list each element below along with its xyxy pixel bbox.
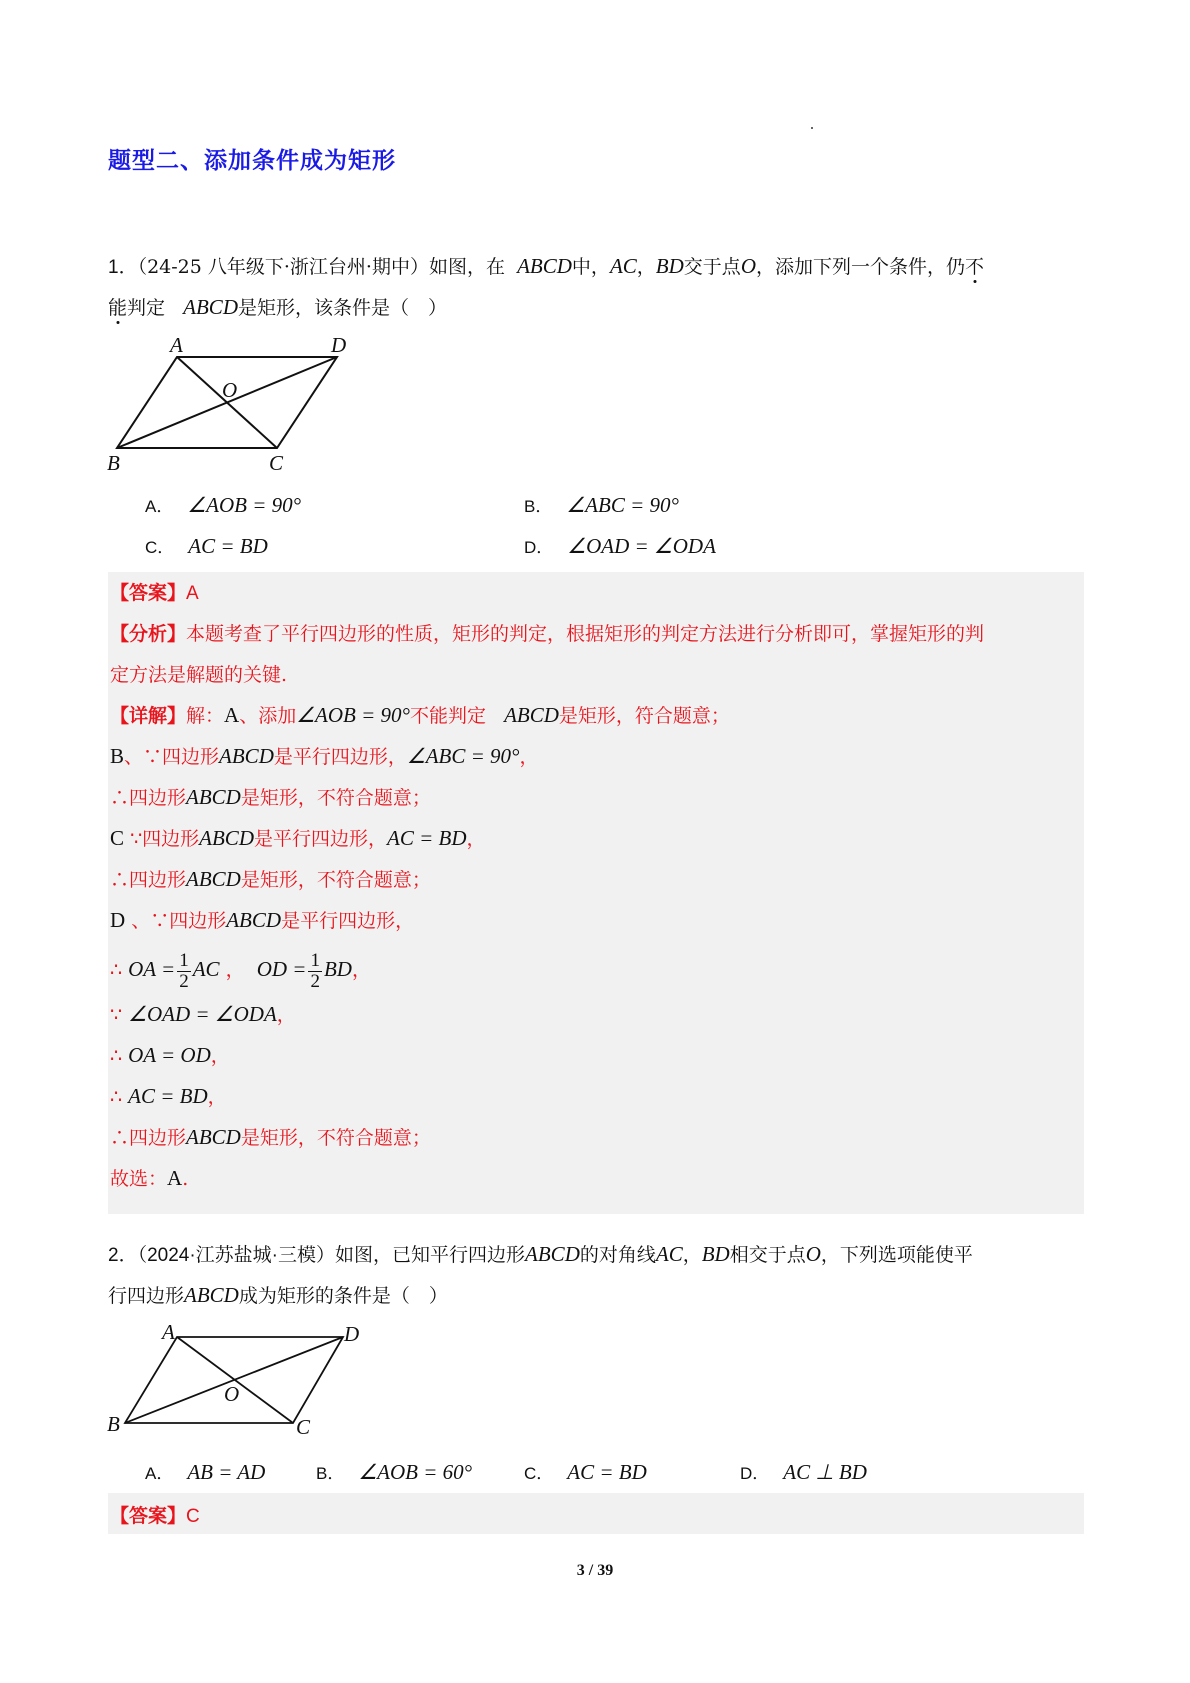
q2-source: （2024·江苏盐城·三模） [137,1245,336,1266]
q1-detail-line2: B、∵四边形ABCD是平行四边形，∠ABC = 90°， [110,744,539,768]
vertex-label-d: D [344,1322,360,1346]
vertex-label-o: O [224,1382,240,1406]
q2-answer: 【答案】C [110,1505,200,1527]
scan-speck [811,127,813,129]
q1-solution-panel [108,572,1084,1214]
page-number: 3 / 39 [576,1562,614,1579]
q1-option-d[interactable]: D． ∠OAD = ∠ODA [524,534,716,558]
q1-detail-line10: ∴ AC = BD， [110,1084,227,1108]
q2-number: 2． [108,1245,138,1266]
q2-figure [0,1300,1190,1460]
q1-detail-line11: ∴四边形ABCD是矩形，不符合题意； [110,1125,431,1149]
q1-detail-line1: 【详解】解：A、添加∠AOB = 90°不能判定 ABCD是矩形，符合题意； [110,703,730,727]
q1-detail-line7: ∴ OA = $\frac{1}{2}$ AC ， OD = $\frac{1}{2}$ BD， [110,949,371,992]
q1-stem-line2: 能判定 ABCD是矩形，该条件是（ ） [108,295,447,319]
q1-number: 1． [108,257,138,278]
fraction-one-half: $\frac{1}{2}$ [179,949,189,992]
q2-stem-line1: 2．（2024·江苏盐城·三模）如图，已知平行四边形ABCD的对角线AC，BD相交于点O，下列选项能使平 [108,1242,973,1266]
section-title: 题型二、添加条件成为矩形 [108,148,396,174]
q2-solution-panel [108,1493,1084,1534]
q1-detail-line5: ∴四边形ABCD是矩形，不符合题意； [110,867,431,891]
q2-option-a[interactable]: A． AB = AD [145,1460,266,1484]
q1-option-c[interactable]: C． AC = BD [145,534,268,558]
q1-analysis-line2: 定方法是解题的关键. [110,664,288,686]
emphasis-dot: 能 [108,297,128,319]
q2-stem-line2: 行四边形ABCD成为矩形的条件是（ ） [108,1283,448,1307]
q1-source: （24-25 八年级下·浙江台州·期中） [137,256,429,278]
q1-answer: 【答案】A [110,582,199,604]
q1-option-b[interactable]: B． ∠ABC = 90° [524,493,679,517]
q1-detail-line12: 故选：A. [110,1166,189,1190]
q2-option-d[interactable]: D． AC ⊥ BD [740,1460,867,1484]
vertex-label-b: B [107,451,120,475]
fraction-one-half: $\frac{1}{2}$ [310,949,320,992]
q1-detail-line4: C ∵四边形ABCD是平行四边形，AC = BD， [110,826,486,850]
q1-option-a[interactable]: A． ∠AOB = 90° [145,493,302,517]
parallelogram-diagram [0,1300,1190,1460]
vertex-label-a: A [170,333,183,357]
q1-detail-line3: ∴四边形ABCD是矩形，不符合题意； [110,785,431,809]
q1-stem-line1: 1．（24-25 八年级下·浙江台州·期中）如图，在 ABCD中，AC，BD交于点O，添加下列一个条件，仍不 [108,254,985,278]
q1-analysis-line1: 【分析】本题考查了平行四边形的性质，矩形的判定，根据矩形的判定方法进行分析即可，掌握矩形的判 [110,623,985,645]
vertex-label-d: D [331,333,347,357]
vertex-label-a: A [162,1320,175,1344]
q1-detail-line6: D 、∵四边形ABCD是平行四边形， [110,908,415,932]
q2-option-b[interactable]: B． ∠AOB = 60° [316,1460,473,1484]
q1-detail-line9: ∴ OA = OD， [110,1043,230,1067]
q1-detail-line8: ∵ ∠OAD = ∠ODA， [110,1002,296,1026]
vertex-label-b: B [107,1412,120,1436]
vertex-label-o: O [222,378,238,402]
q2-option-c[interactable]: C． AC = BD [524,1460,647,1484]
vertex-label-c: C [269,451,284,475]
vertex-label-c: C [296,1415,311,1439]
emphasis-dot: 不 [965,256,985,278]
